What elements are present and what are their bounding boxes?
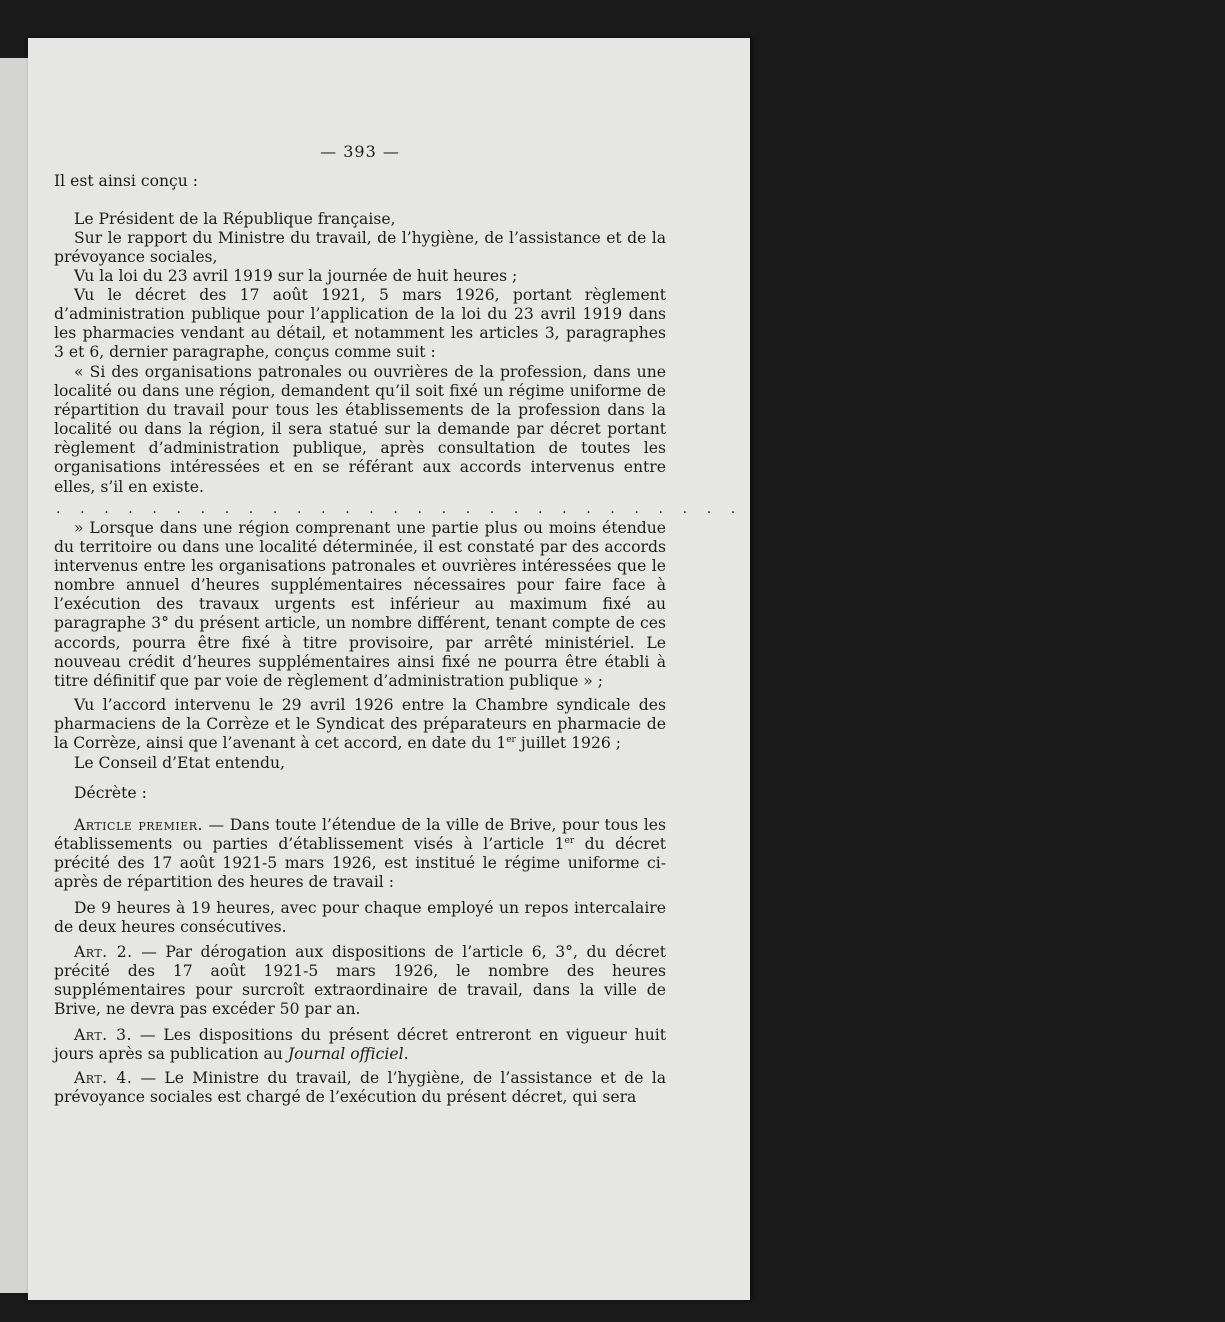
paragraph-conseil: Le Conseil d’Etat entendu, (74, 754, 285, 772)
article-1-text: — Dans toute l’étendue de la ville de Brive, pour tous les établissements ou parties d’établissement visés à l’article 1er du décret précité des 17 août 1921-5 mars 1926, est institué le régime uniforme ci-après de répartition des heures de travail : (54, 816, 666, 892)
page-number: — 393 — (320, 142, 400, 161)
paragraph-accord-text: Vu l’accord intervenu le 29 avril 1926 entre la Chambre syndicale des pharmaciens de la Corrèze et le Syndicat des préparateurs en pharmacie de la Corrèze, ainsi que l’avenant à cet accord, en date du 1er juillet 1926 ; (54, 696, 666, 753)
paragraph-loi: Vu la loi du 23 avril 1919 sur la journée de huit heures ; (74, 267, 518, 285)
document-page (28, 38, 1225, 1300)
article-3 (54, 1026, 666, 1064)
article-1-label: Article premier. (74, 816, 203, 834)
article-3-end: . (403, 1045, 409, 1064)
paragraph-accord (54, 696, 666, 753)
article-1 (54, 816, 666, 892)
paragraph-president: Le Président de la République française, (74, 210, 396, 228)
article-2-label: Art. 2. (74, 943, 133, 961)
paragraph-decrete: Décrète : (74, 784, 147, 802)
article-2 (54, 943, 666, 1019)
article-4-label: Art. 4. (74, 1069, 133, 1087)
paragraph-horaires: De 9 heures à 19 heures, avec pour chaque employé un repos intercalaire de deux heures consécutives. (54, 899, 666, 937)
paragraph-quote-2: » Lorsque dans une région comprenant une partie plus ou moins étendue du territoire ou dans une localité déterminée, il est constaté par des accords intervenus entre les organisations patronales et ouvrières intéressées que le nombre annuel d’heures supplémentaires nécessaires pour faire face à l’exécution des travaux urgents est inférieur au maximum fixé au paragraphe 3° du présent article, un nombre différent, tenant compte de ces accords, pourra être fixé à titre provisoire, par arrêté ministériel. Le nouveau crédit d’heures supplémentaires ainsi fixé ne pourra être établi à titre définitif que par voie de règlement d’administration publique » ; (54, 519, 666, 690)
article-3-text: — Les dispositions du présent décret entreront en vigueur huit jours après sa publication au (54, 1026, 667, 1064)
paragraph-quote-1: « Si des organisations patronales ou ouvrières de la profession, dans une localité ou dans une région, demandent qu’il soit fixé un régime uniforme de répartition du travail pour tous les établissements de la profession dans la localité ou dans la région, il sera statué sur la demande par décret portant règlement d’administration publique, après consultation de toutes les organisations intéressées et en se référant aux accords intervenus entre elles, s’il en existe. (54, 363, 666, 496)
article-2-text: — Par dérogation aux dispositions de l’article 6, 3°, du décret précité des 17 août 1921-5 mars 1926, le nombre des heures supplémentaires pour surcroît extraordinaire de travail, dans la ville de Brive, ne devra pas excéder 50 par an. (54, 943, 666, 1019)
article-3-label: Art. 3. (74, 1026, 132, 1044)
paragraph-decret: Vu le décret des 17 août 1921, 5 mars 1926, portant règlement d’administration publique pour l’application de la loi du 23 avril 1919 dans les pharmacies vendant au détail, et notamment les articles 3, paragraphes 3 et 6, dernier paragraphe, conçus comme suit : (54, 286, 666, 362)
paragraph-rapport: Sur le rapport du Ministre du travail, de l’hygiène, de l’assistance et de la prévoyance sociales, (54, 229, 666, 267)
ellipsis-separator: . . . . . . . . . . . . . . . . . . . . . . . . . . . . . . . . . . . . . . . . . . . . . . . . . (56, 501, 1225, 517)
article-4 (54, 1069, 666, 1107)
article-4-text: — Le Ministre du travail, de l’hygiène, de l’assistance et de la prévoyance sociales est chargé de l’exécution du présent décret, qui sera (54, 1069, 666, 1107)
article-3-journal: Journal officiel (287, 1045, 404, 1064)
intro-line: Il est ainsi conçu : (54, 172, 198, 190)
